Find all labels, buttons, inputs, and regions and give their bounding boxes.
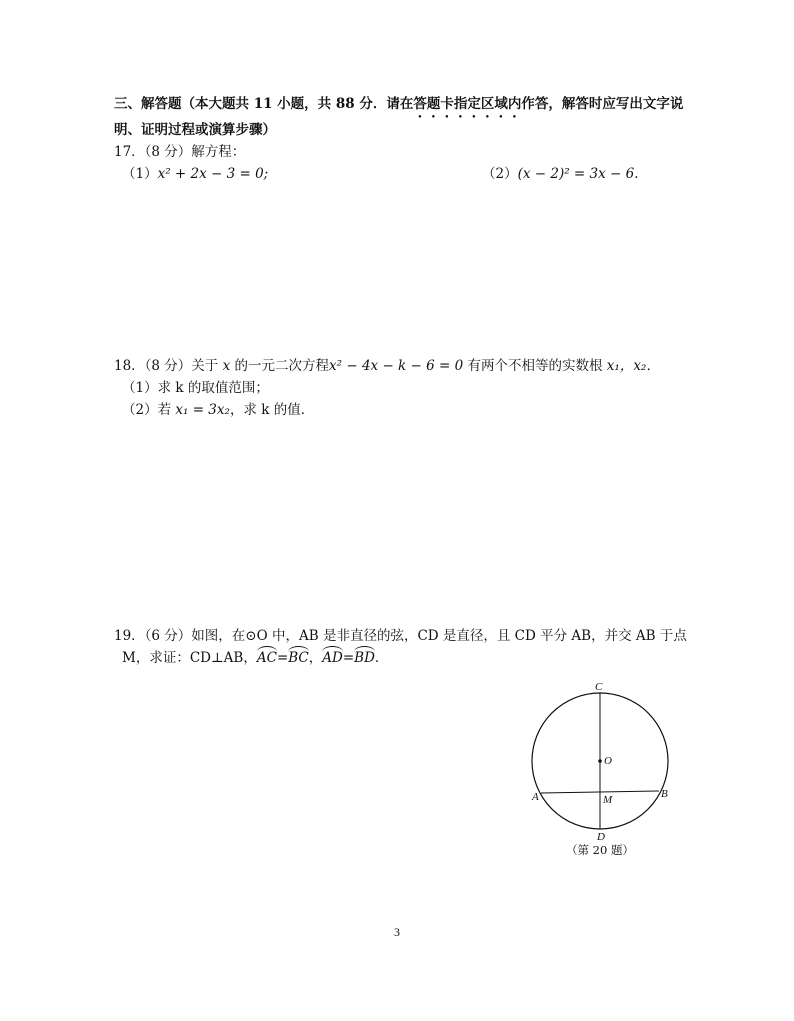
q18-part1: （1）求 k 的取值范围； — [122, 380, 269, 396]
q19-eq1: = — [276, 650, 289, 666]
arc-ad: AD — [322, 650, 343, 666]
q19-statement: 19．（6 分）如图，在⊙O 中，AB 是非直径的弦，CD 是直径，且 CD 平分 AB，并交 AB 于点 — [114, 628, 687, 644]
arc-ac: AC — [256, 650, 277, 666]
q17-part2-prefix: （2） — [482, 166, 518, 182]
q18-part2-prefix: （2）若 — [122, 402, 172, 418]
circle-figure — [520, 676, 680, 861]
q18-variable-x: x — [222, 358, 231, 374]
q17-part1-prefix: （1） — [122, 166, 158, 182]
label-m: M — [603, 794, 613, 806]
q18-statement — [114, 356, 660, 376]
arc-bc: BC — [288, 650, 309, 666]
label-c: C — [595, 681, 603, 693]
q19-statement-line2 — [122, 648, 388, 668]
q18-text-c: 有两个不相等的实数根 — [467, 358, 603, 374]
q17-label: 17．（8 分）解方程： — [114, 144, 246, 160]
label-d: D — [597, 831, 605, 842]
q18-roots: x₁，x₂． — [606, 358, 660, 374]
circle-diagram — [520, 676, 680, 842]
arc-bd: BD — [354, 650, 375, 666]
q18-part2-equation: x₁ = 3x₂ — [175, 402, 230, 418]
figure-caption: （第 20 题） — [566, 843, 634, 857]
q17-part1 — [122, 164, 268, 184]
label-b: B — [661, 788, 668, 800]
q18-part2 — [122, 400, 314, 420]
q17-part2-equation: (x − 2)² = 3x − 6. — [517, 166, 639, 182]
section-heading-part-b: 作答，解答时应写出文字说 — [521, 96, 684, 112]
section-heading-emphasis: 答题卡指定区域内 — [413, 96, 522, 112]
q19-line2-prefix: M，求证：CD⊥AB， — [122, 650, 257, 666]
q17-part2 — [482, 164, 639, 184]
q19-eq2: = — [342, 650, 355, 666]
section-heading-line2: 明、证明过程或演算步骤） — [114, 122, 276, 138]
label-a: A — [532, 791, 539, 803]
section-heading — [114, 94, 683, 121]
center-point — [598, 759, 602, 763]
q18-label: 18．（8 分）关于 — [114, 358, 219, 374]
q18-text-b: 的一元二次方程 — [234, 358, 330, 374]
q17-part1-equation: x² + 2x − 3 = 0; — [157, 166, 269, 182]
label-o: O — [604, 755, 612, 767]
section-heading-part-a: 三、解答题（本大题共 11 小题，共 88 分．请在 — [114, 96, 414, 112]
q19-end: ． — [374, 650, 389, 666]
q18-equation: x² − 4x − k − 6 = 0 — [329, 358, 464, 374]
page-number: 3 — [394, 925, 400, 939]
q19-sep: ， — [308, 650, 323, 666]
q18-part2-suffix: ，求 k 的值． — [229, 402, 315, 418]
